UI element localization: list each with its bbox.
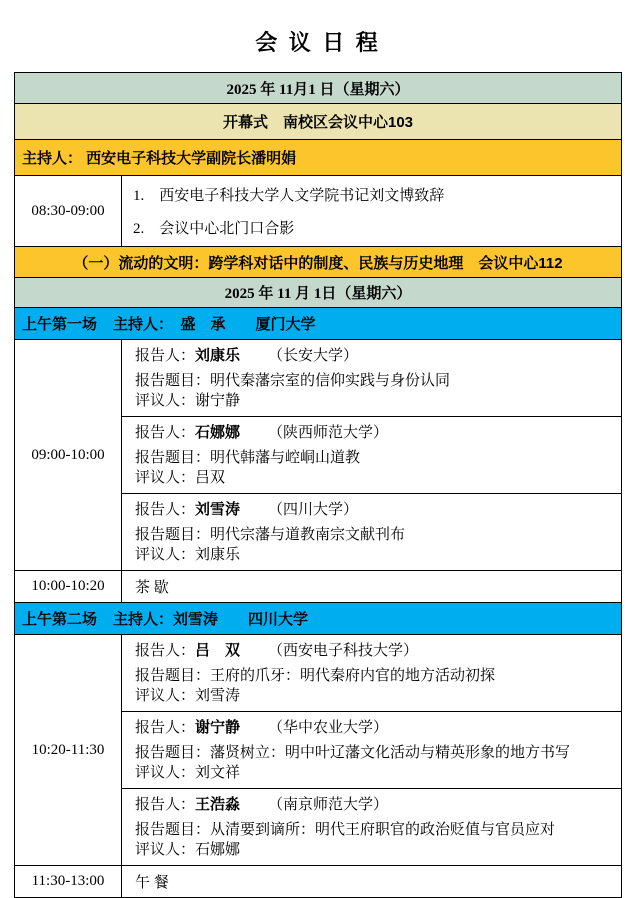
time-cell: 10:00-10:20 xyxy=(15,571,122,602)
session-2-talks xyxy=(122,635,621,865)
talk-block xyxy=(122,635,621,711)
talk-discussant: 评议人：刘康乐 xyxy=(135,547,241,563)
speaker-affiliation: （华中农业大学） xyxy=(268,720,389,736)
session-1-moderator: 主持人： 盛 承 厦门大学 xyxy=(113,316,316,333)
speaker-prefix: 报告人： xyxy=(135,720,196,736)
time-cell: 11:30-13:00 xyxy=(15,866,122,897)
opening-agenda-row xyxy=(15,175,621,246)
speaker-name: 刘康乐 xyxy=(195,348,241,364)
speaker-affiliation: （长安大学） xyxy=(268,348,359,364)
talk-topic: 报告题目：藩贤树立：明中叶辽藩文化活动与精英形象的地方书写 xyxy=(135,745,571,761)
speaker-prefix: 报告人： xyxy=(135,797,196,813)
speaker-line xyxy=(135,795,615,815)
speaker-name: 吕 双 xyxy=(195,643,241,659)
speaker-line xyxy=(135,423,615,443)
lunch-row xyxy=(15,865,621,897)
tea-break-row xyxy=(15,570,621,602)
opening-item-1: 1. 西安电子科技大学人文学院书记刘文博致辞 xyxy=(133,188,445,204)
talk-block xyxy=(122,493,621,570)
talk-block xyxy=(122,416,621,493)
opening-ceremony-row: 开幕式 南校区会议中心103 xyxy=(15,103,621,139)
speaker-name: 王浩淼 xyxy=(195,797,241,813)
talk-discussant: 评议人：谢宁静 xyxy=(135,393,241,409)
time-cell: 10:20-11:30 xyxy=(15,635,122,865)
talk-block xyxy=(122,340,621,416)
time-cell: 08:30-09:00 xyxy=(15,176,122,246)
session-1-talks xyxy=(122,340,621,570)
session-2-header-row xyxy=(15,602,621,634)
date-header-1: 2025 年 11月1 日（星期六） xyxy=(15,73,621,103)
talk-block xyxy=(122,711,621,788)
schedule-table xyxy=(14,72,622,898)
session-1-header-row xyxy=(15,307,621,339)
speaker-name: 石娜娜 xyxy=(195,425,241,441)
speaker-affiliation: （四川大学） xyxy=(268,502,359,518)
opening-moderator-row: 主持人： 西安电子科技大学副院长潘明娟 xyxy=(15,139,621,175)
speaker-line xyxy=(135,500,615,520)
talk-block xyxy=(122,788,621,865)
opening-agenda-items xyxy=(122,176,621,246)
page-title: 会 议 日 程 xyxy=(255,30,381,55)
speaker-line xyxy=(135,641,615,661)
speaker-name: 刘雪涛 xyxy=(195,502,241,518)
talk-discussant: 评议人：刘文祥 xyxy=(135,765,241,781)
speaker-name: 谢宁静 xyxy=(195,720,241,736)
date-header-2: 2025 年 11 月 1日（星期六） xyxy=(15,277,621,307)
time-cell: 09:00-10:00 xyxy=(15,340,122,570)
speaker-line xyxy=(135,346,615,366)
session-2-talks-row xyxy=(15,634,621,865)
opening-item-2: 2. 会议中心北门口合影 xyxy=(133,221,295,237)
panel-title-row: （一）流动的文明：跨学科对话中的制度、民族与历史地理 会议中心112 xyxy=(15,246,621,277)
lunch-label: 午 餐 xyxy=(135,875,169,891)
talk-discussant: 评议人：石娜娜 xyxy=(135,842,241,858)
talk-topic: 报告题目：从清要到谪所：明代王府职官的政治贬值与官员应对 xyxy=(135,822,556,838)
session-2-label: 上午第二场 xyxy=(22,611,98,628)
session-1-label: 上午第一场 xyxy=(22,316,98,333)
speaker-affiliation: （南京师范大学） xyxy=(268,797,389,813)
session-1-talks-row xyxy=(15,339,621,570)
speaker-prefix: 报告人： xyxy=(135,502,196,518)
talk-topic: 报告题目：明代韩藩与崆峒山道教 xyxy=(135,450,361,466)
speaker-prefix: 报告人： xyxy=(135,348,196,364)
speaker-prefix: 报告人： xyxy=(135,643,196,659)
speaker-prefix: 报告人： xyxy=(135,425,196,441)
talk-topic: 报告题目：明代宗藩与道教南宗文献刊布 xyxy=(135,527,406,543)
session-2-moderator: 主持人：刘雪涛 四川大学 xyxy=(113,611,309,628)
talk-discussant: 评议人：吕双 xyxy=(135,470,226,486)
talk-topic: 报告题目：王府的爪牙：明代秦府内官的地方活动初探 xyxy=(135,668,496,684)
speaker-affiliation: （陕西师范大学） xyxy=(268,425,389,441)
speaker-line xyxy=(135,718,615,738)
speaker-affiliation: （西安电子科技大学） xyxy=(268,643,419,659)
talk-topic: 报告题目：明代秦藩宗室的信仰实践与身份认同 xyxy=(135,373,451,389)
talk-discussant: 评议人：刘雪涛 xyxy=(135,688,241,704)
tea-break-label: 茶 歇 xyxy=(135,580,169,596)
